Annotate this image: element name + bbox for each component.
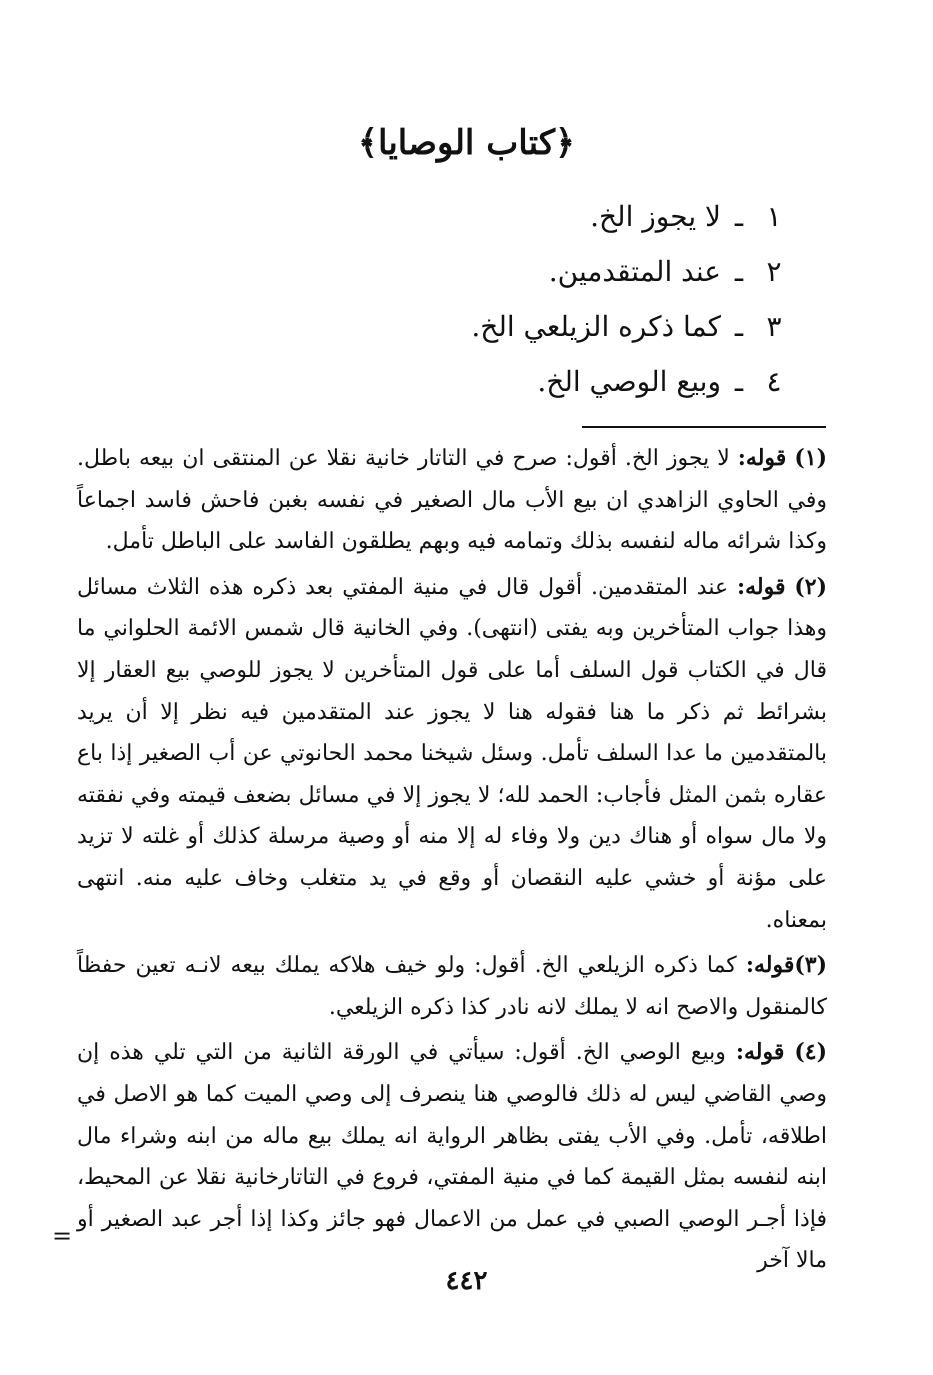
continuation-mark: =: [52, 1222, 73, 1250]
note-text: وبيع الوصي الخ. أقول: سيأتي في الورقة الثانية من التي تلي هذه إن وصي القاضي ليس له ذلك فالوصي هنا ينصرف إلى وصي الميت كما هو الاصل في اطلاقه، تأمل. وفي الأب يفتى بظاهر الرواية انه يملك بيع ماله من ابنه وشراء مال ابنه لنفسه بمثل القيمة كما في منية المفتي، فروع في التاتارخانية نقلا عن المحيط، فإذا أجـر الوصي الصبي في عمل من الاعمال فهو جائز وكذا إذا أجر عبد الصغير أو مالا آخر: [77, 1040, 827, 1274]
item-dash: ـ: [734, 255, 744, 288]
item-text: لا يجوز الخ.: [590, 200, 721, 233]
note-text: كما ذكره الزيلعي الخ. أقول: ولو خيف هلاكه يملك بيعه لانـه تعين حفظاً كالمنقول والاصح انه لا يملك لانه نادر كذا ذكره الزيلعي.: [77, 953, 827, 1020]
page-number: ٤٤٢: [445, 1266, 488, 1296]
commentary-notes: [77, 438, 827, 1282]
note-keyword: قوله:: [736, 573, 786, 600]
item-text: وبيع الوصي الخ.: [537, 365, 721, 398]
note-marker: (٤): [794, 1039, 828, 1066]
note-keyword: قوله:: [735, 1039, 785, 1066]
note-keyword: قوله:: [737, 445, 787, 471]
chapter-title: ﴿كتاب الوصايا﴾: [358, 123, 575, 163]
item-text: عند المتقدمين.: [548, 255, 721, 288]
note-marker: (٢): [794, 573, 827, 600]
item-number: ٤: [766, 365, 782, 398]
main-text-items: [291, 200, 791, 420]
main-text-item: [291, 310, 791, 365]
commentary-note: [77, 438, 827, 563]
item-number: ١: [766, 200, 782, 233]
item-text: كما ذكره الزيلعي الخ.: [471, 310, 721, 343]
footnote-separator: [582, 426, 826, 428]
commentary-note: [77, 567, 827, 941]
item-dash: ـ: [734, 365, 744, 398]
item-number: ٢: [766, 255, 782, 288]
note-text: لا يجوز الخ. أقول: صرح في التاتار خانية نقلا عن المنتقى ان بيعه باطل. وفي الحاوي الزاهدي ان بيع الأب مال الصغير في نفسه بغبن فاحش فاسد اجماعاً وكذا شرائه ماله لنفسه بذلك وتمامه فيه وبهم يطلقون الفاسد على الباطل تأمل.: [77, 446, 827, 555]
note-marker: (٣): [794, 952, 828, 979]
commentary-note: [77, 1032, 827, 1282]
item-dash: ـ: [734, 200, 744, 233]
main-text-item: [291, 255, 791, 310]
note-text: عند المتقدمين. أقول قال في منية المفتي بعد ذكره هذه الثلاث مسائل وهذا جواب المتأخرين وبه يفتى (انتهى). وفي الخانية قال شمس الائمة الحلواني ما قال في الكتاب قول السلف أما على قول المتأخرين لا يجوز للوصي بيع العقار إلا بشرائط ثم ذكر ما هنا فقوله هنا لا يجوز عند المتقدمين فيه نظر إلا أن يريد بالمتقدمين ما عدا السلف تأمل. وسئل شيخنا محمد الحانوتي عن أب الصغير إذا باع عقاره بثمن المثل فأجاب: الحمد لله؛ لا يجوز إلا في مسائل بضعف قيمته وفي نفقته ولا مال سواه أو هناك دين ولا وفاء له إلا منه أو وصية مرسلة كذلك أو غلته لا تزيد على مؤنة أو خشي عليه النقصان أو وقع في يد متغلب وخاف عليه منه. انتهى بمعناه.: [77, 574, 827, 933]
commentary-note: [77, 945, 827, 1028]
item-number: ٣: [766, 310, 782, 343]
item-dash: ـ: [734, 310, 744, 343]
main-text-item: [291, 200, 791, 255]
main-text-item: [291, 365, 791, 420]
note-marker: (١): [794, 445, 827, 471]
note-keyword: قوله:: [745, 952, 795, 979]
